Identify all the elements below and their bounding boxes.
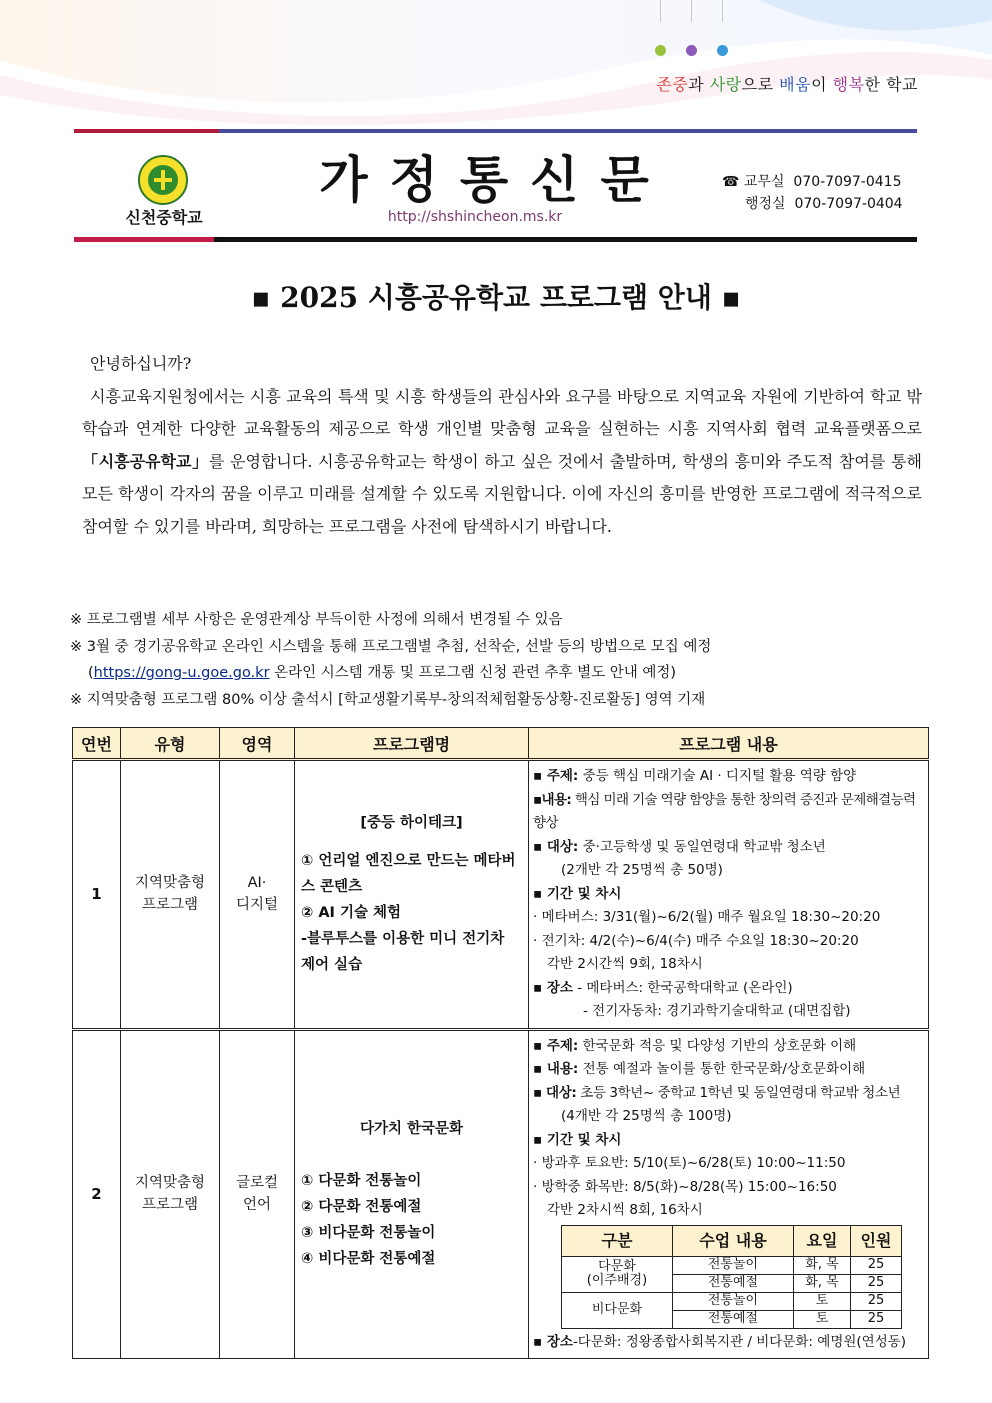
note-text: 온라인 시스템 개통 및 프로그램 신청 관련 추후 별도 안내 예정) bbox=[269, 665, 677, 681]
content-period: · 전기차: 4/2(수)~6/4(수) 매주 수요일 18:30~20:20 bbox=[533, 932, 859, 949]
contact-info bbox=[722, 171, 903, 215]
col-header-name: 프로그램명 bbox=[295, 728, 529, 760]
program-name bbox=[295, 760, 529, 1030]
note-item: ※ 프로그램별 세부 사항은 운영관계상 부득이한 사정에 의해서 변경될 수 있음 bbox=[70, 612, 563, 628]
row-number: 1 bbox=[73, 760, 121, 1030]
type-line: 지역맞춤형 bbox=[134, 1175, 206, 1192]
school-slogan bbox=[656, 72, 918, 95]
slogan-part: 배움 bbox=[779, 75, 812, 94]
content-target bbox=[533, 836, 924, 860]
content-desc bbox=[533, 789, 924, 836]
sub-count: 25 bbox=[851, 1292, 902, 1310]
note-item: ※ 3월 중 경기공유학교 온라인 시스템을 통해 프로그램별 추첨, 선착순, 선발 등의 방법으로 모집 예정 bbox=[70, 638, 712, 655]
label: ▪내용: bbox=[533, 791, 572, 808]
program-table bbox=[72, 727, 929, 1359]
gong-u-link[interactable]: https://gong-u.goe.go.kr bbox=[93, 665, 270, 681]
program-area bbox=[220, 760, 295, 1030]
value: 중등 핵심 미래기술 AI · 디지털 활용 역량 함양 bbox=[578, 768, 857, 784]
notes bbox=[70, 607, 930, 713]
program-type bbox=[121, 760, 220, 1030]
program-content bbox=[529, 1029, 929, 1359]
program-title: 다가치 한국문화 bbox=[359, 1121, 464, 1138]
sub-group: 다문화 (이주배경) bbox=[562, 1256, 673, 1292]
program-type bbox=[121, 1029, 220, 1359]
note-item bbox=[70, 660, 930, 687]
content-period-label bbox=[533, 1129, 924, 1153]
program-item: ④ 비다문화 전통예절 bbox=[301, 1251, 436, 1268]
sub-day: 토 bbox=[794, 1310, 851, 1328]
contact-row bbox=[722, 171, 903, 193]
sub-count: 25 bbox=[851, 1274, 902, 1292]
program-content bbox=[529, 760, 929, 1030]
notice-title: ▪ 2025 시흥공유학교 프로그램 안내 ▪ bbox=[251, 281, 741, 314]
contact-label: 교무실 bbox=[743, 174, 785, 190]
sub-header: 요일 bbox=[794, 1225, 851, 1256]
program-item: ② AI 기술 체험 bbox=[301, 905, 402, 922]
value: 한국문화 적응 및 다양성 기반의 상호문화 이해 bbox=[578, 1037, 857, 1054]
type-line: 프로그램 bbox=[141, 897, 199, 914]
program-item: ③ 비다문화 전통놀이 bbox=[301, 1225, 436, 1242]
table-header-row bbox=[73, 728, 929, 760]
label: ▪ 장소 bbox=[533, 979, 573, 996]
area-line: 언어 bbox=[242, 1197, 271, 1214]
type-line: 프로그램 bbox=[141, 1197, 199, 1214]
value: - 메타버스: 한국공학대학교 (온라인) bbox=[572, 979, 793, 996]
value: 전통 예절과 놀이를 통한 한국문화/상호문화이해 bbox=[578, 1061, 866, 1077]
phone-icon: ☎ bbox=[722, 174, 740, 190]
content-period: · 메타버스: 3/31(월)~6/2(월) 매주 월요일 18:30~20:20 bbox=[533, 909, 881, 925]
value: -다문화: 정왕종합사회복지관 / 비다문화: 예명원(연성동) bbox=[572, 1333, 907, 1350]
col-header-content: 프로그램 내용 bbox=[529, 728, 929, 760]
blue-dot bbox=[717, 45, 728, 56]
subtable-row bbox=[562, 1256, 902, 1274]
slogan-part: 과 bbox=[688, 75, 710, 94]
slogan-part: 행복 bbox=[832, 75, 865, 94]
contact-row bbox=[722, 193, 903, 215]
label: ▪ 대상: bbox=[533, 1084, 577, 1101]
contact-number: 070-7097-0404 bbox=[794, 196, 903, 212]
content-period: · 방학중 화목반: 8/5(화)~8/28(목) 15:00~16:50 bbox=[533, 1178, 837, 1195]
label: ▪ 주제: bbox=[533, 1037, 579, 1054]
value: 중·고등학생 및 동일연령대 학교밖 청소년 bbox=[578, 838, 826, 855]
program-area bbox=[220, 1029, 295, 1359]
program-name-bold: 「시흥공유학교」 bbox=[82, 451, 209, 471]
label: ▪ 대상: bbox=[533, 838, 579, 855]
notice-body bbox=[82, 348, 922, 543]
header-top-rule bbox=[74, 129, 917, 133]
contact-label: 행정실 bbox=[745, 196, 786, 212]
sub-day: 화, 목 bbox=[794, 1274, 851, 1292]
purple-dot bbox=[686, 45, 697, 56]
content-place bbox=[533, 1331, 924, 1355]
school-logo bbox=[138, 155, 188, 205]
body-text-a: 시흥교육지원청에서는 시흥 교육의 특색 및 시흥 학생들의 관심사와 요구를 바탕으로 지역교육 자원에 기반하여 학교 밖 학습과 연계한 다양한 교육활동의 제공으로 학생 개인별 맞춤형 교육을 실현하는 시흥 지역사회 협력 교육플랫폼으로 bbox=[82, 386, 922, 438]
area-line: 글로컬 bbox=[235, 1175, 279, 1192]
content-period: · 방과후 토요반: 5/10(토)~6/28(토) 10:00~11:50 bbox=[533, 1155, 846, 1171]
schedule-subtable bbox=[561, 1225, 902, 1329]
slogan-part: 한 학교 bbox=[864, 75, 918, 94]
greeting: 안녕하십니까? bbox=[90, 354, 192, 373]
subtable-row bbox=[562, 1292, 902, 1310]
content-place bbox=[533, 977, 924, 1001]
content-topic bbox=[533, 765, 924, 789]
content-topic bbox=[533, 1035, 924, 1059]
col-header-area: 영역 bbox=[220, 728, 295, 760]
program-item: -블루투스를 이용한 미니 전기차 제어 실습 bbox=[301, 931, 505, 974]
green-dot bbox=[655, 45, 666, 56]
sub-header: 수업 내용 bbox=[673, 1225, 794, 1256]
table-row bbox=[73, 1029, 929, 1359]
content-period: 각반 2차시씩 8회, 16차시 bbox=[547, 1202, 703, 1218]
content-period-label bbox=[533, 883, 924, 907]
value: 핵심 미래 기술 역량 함양을 통한 창의력 증진과 문제해결능력 향상 bbox=[533, 791, 916, 831]
label: ▪ 기간 및 차시 bbox=[533, 885, 622, 902]
content-target-sub: (4개반 각 25명씩 총 100명) bbox=[561, 1108, 732, 1124]
label: ▪ 장소 bbox=[533, 1333, 573, 1350]
slogan-part: 존중 bbox=[656, 75, 689, 94]
body-text-b: 를 운영합니다. 시흥공유학교는 학생이 하고 싶은 것에서 출발하며, 학생의 흥미와 주도적 참여를 통해 모든 학생이 각자의 꿈을 이루고 미래를 설계할 수 있도록 지원합니다. 이에 자신의 흥미를 반영한 프로그램에 적극적으로 참여할 수 있기를 바라며, 희망하는 프로그램을 사전에 탐색하시기 바랍니다. bbox=[82, 451, 922, 536]
label: ▪ 내용: bbox=[533, 1061, 579, 1077]
area-line: 디지털 bbox=[235, 897, 279, 914]
sub-content: 전통예절 bbox=[673, 1274, 794, 1292]
program-item: ② 다문화 전통예절 bbox=[301, 1199, 422, 1216]
body-paragraph bbox=[82, 381, 922, 544]
sub-content: 전통놀이 bbox=[673, 1292, 794, 1310]
content-target-sub: (2개반 각 25명씩 총 50명) bbox=[561, 862, 723, 878]
label: ▪ 기간 및 차시 bbox=[533, 1131, 622, 1148]
content-desc bbox=[533, 1058, 924, 1082]
sub-header: 구분 bbox=[562, 1225, 673, 1256]
content-period: 각반 2시간씩 9회, 18차시 bbox=[547, 956, 703, 972]
value: 초등 3학년~ 중학교 1학년 및 동일연령대 학교밖 청소년 bbox=[576, 1084, 901, 1101]
content-target bbox=[533, 1082, 924, 1106]
sub-count: 25 bbox=[851, 1310, 902, 1328]
label: ▪ 주제: bbox=[533, 768, 579, 784]
sub-content: 전통예절 bbox=[673, 1310, 794, 1328]
col-header-type: 유형 bbox=[121, 728, 220, 760]
sub-day: 화, 목 bbox=[794, 1256, 851, 1274]
table-row bbox=[73, 760, 929, 1030]
contact-number: 070-7097-0415 bbox=[793, 174, 902, 190]
slogan-part: 이 bbox=[811, 75, 833, 94]
sub-header: 인원 bbox=[851, 1225, 902, 1256]
school-name: 신천중학교 bbox=[125, 208, 203, 227]
row-number: 2 bbox=[73, 1029, 121, 1359]
sub-group: 비다문화 bbox=[562, 1292, 673, 1328]
type-line: 지역맞춤형 bbox=[134, 875, 206, 892]
sub-count: 25 bbox=[851, 1256, 902, 1274]
col-header-no: 연번 bbox=[73, 728, 121, 760]
paren: ( bbox=[88, 665, 94, 681]
school-url[interactable]: http://shshincheon.ms.kr bbox=[387, 209, 563, 225]
slogan-part: 으로 bbox=[741, 75, 780, 94]
program-name bbox=[295, 1029, 529, 1359]
sub-day: 토 bbox=[794, 1292, 851, 1310]
masthead-title: 가정통신문 bbox=[319, 151, 671, 209]
subtable-header-row bbox=[562, 1225, 902, 1256]
program-item: ① 다문화 전통놀이 bbox=[301, 1173, 422, 1190]
slogan-part: 사랑 bbox=[709, 75, 742, 94]
note-item: ※ 지역맞춤형 프로그램 80% 이상 출석시 [학교생활기록부-창의적체험활동상황-진로활동] 영역 기재 bbox=[70, 691, 706, 708]
program-item: ① 언리얼 엔진으로 만드는 메타버스 콘텐츠 bbox=[301, 853, 516, 896]
area-line: AI· bbox=[247, 875, 267, 892]
header-bottom-rule bbox=[74, 237, 917, 242]
content-place-sub: - 전기자동차: 경기과학기술대학교 (대면집합) bbox=[583, 1003, 851, 1019]
sub-content: 전통놀이 bbox=[673, 1256, 794, 1274]
program-title: [중등 하이테크] bbox=[360, 815, 463, 832]
